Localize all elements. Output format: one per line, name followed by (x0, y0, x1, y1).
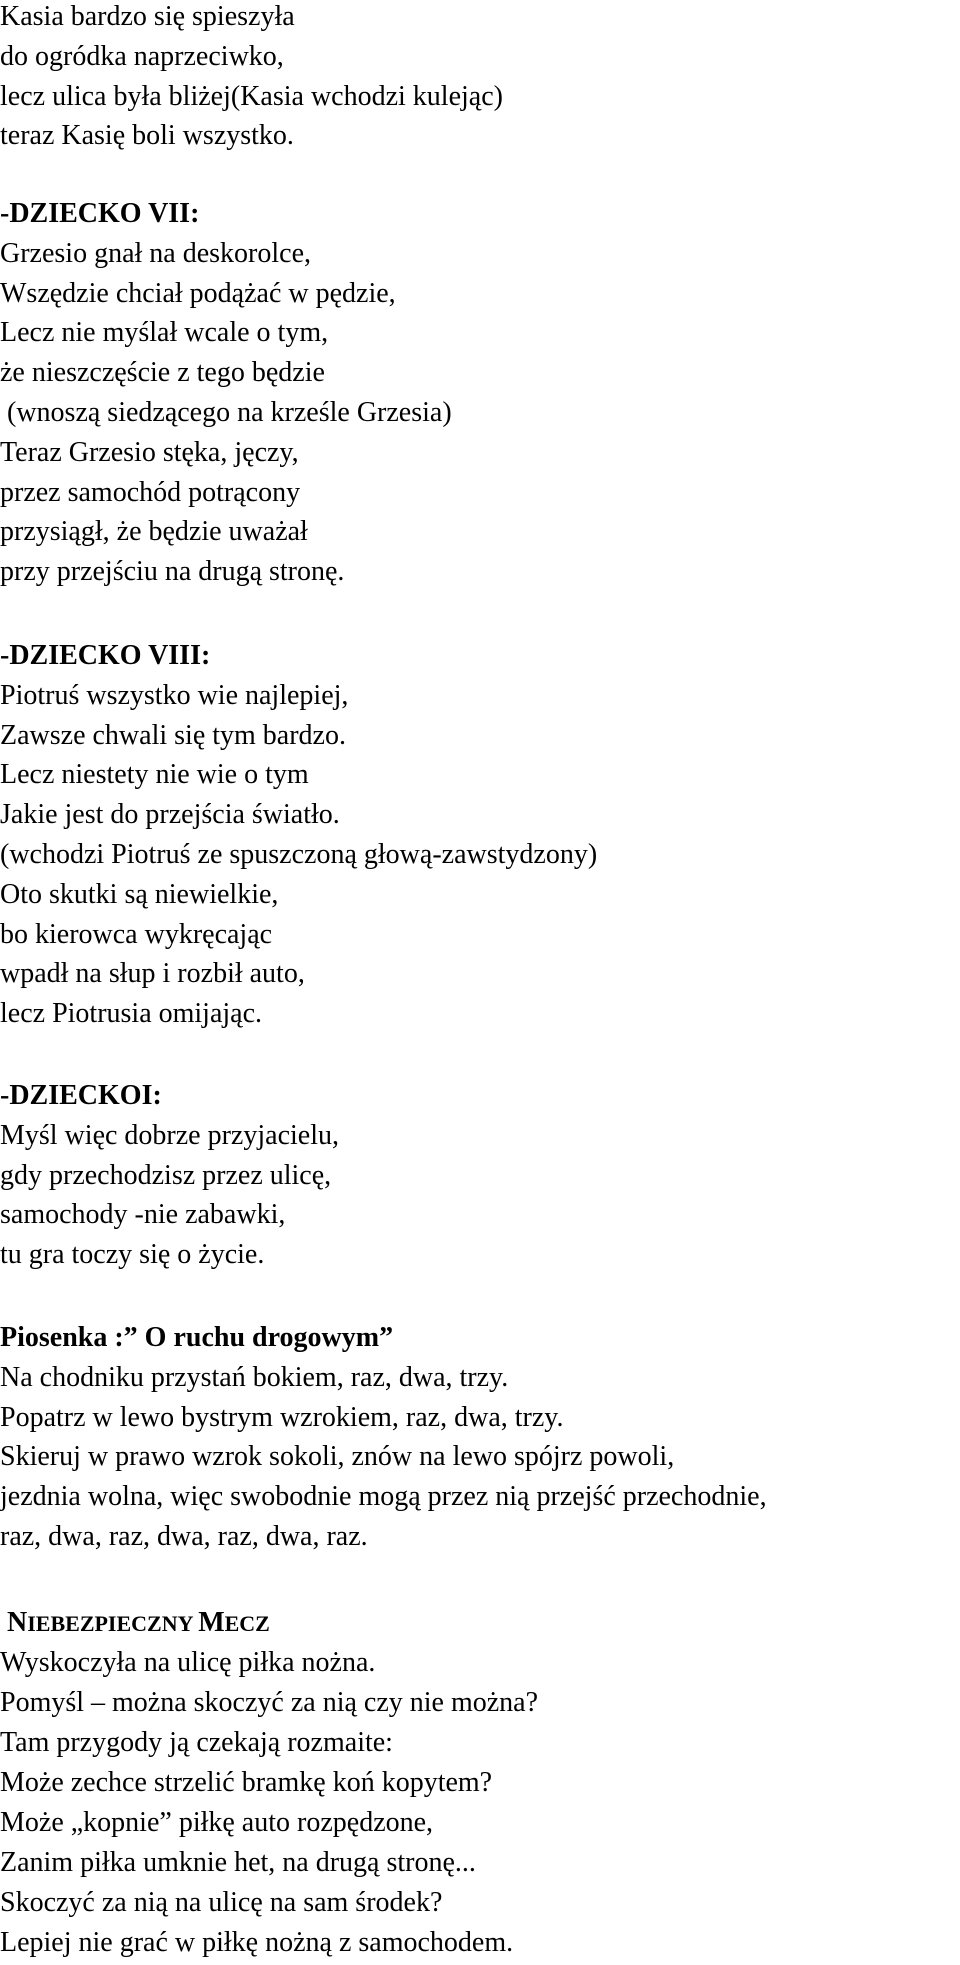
poem-line: bo kierowca wykręcając (0, 918, 273, 950)
section-heading: -DZIECKO VIII: (0, 640, 211, 671)
poem-line: Lecz nie myślał wcale o tym, (0, 317, 329, 349)
song-title: Piosenka :” O ruchu drogowym” (0, 1322, 394, 1353)
stage-direction: (wnoszą siedzącego na krześle Grzesia) (0, 396, 452, 428)
title-initial: N (7, 1607, 28, 1638)
poem-line: Lepiej nie grać w piłkę nożną z samochodem. (0, 1927, 514, 1958)
section-dangerous-match (0, 1603, 960, 1963)
poem-line: lecz ulica była bliżej(Kasia wchodzi kulejąc) (0, 80, 503, 112)
poem-line: Piotruś wszystko wie najlepiej, (0, 679, 349, 711)
section-child-7 (0, 194, 960, 592)
poem-line: Może zechce strzelić bramkę koń kopytem? (0, 1767, 493, 1798)
poem-line: teraz Kasię boli wszystko. (0, 120, 294, 152)
poem-line: gdy przechodzisz przez ulicę, (0, 1159, 332, 1191)
poem-line: Zanim piłka umknie het, na drugą stronę... (0, 1847, 476, 1878)
section-song (0, 1318, 960, 1557)
poem-line: Kasia bardzo się spieszyła (0, 1, 295, 32)
poem-title (0, 1603, 960, 1643)
poem-line: Myśl więc dobrze przyjacielu, (0, 1119, 339, 1151)
section-child-8 (0, 636, 960, 1034)
section-child-1 (0, 1076, 960, 1275)
poem-line: tu gra toczy się o życie. (0, 1239, 265, 1271)
poem-line: Wszędzie chciał podążać w pędzie, (0, 277, 396, 309)
poem-line: Może „kopnie” piłkę auto rozpędzone, (0, 1807, 434, 1838)
poem-line: Grzesio gnał na deskorolce, (0, 237, 311, 269)
poem-line: Lecz niestety nie wie o tym (0, 759, 309, 791)
poem-line: Teraz Grzesio stęka, jęczy, (0, 436, 299, 468)
poem-line: Zawsze chwali się tym bardzo. (0, 719, 346, 751)
song-line: Popatrz w lewo bystrym wzrokiem, raz, dwa, trzy. (0, 1401, 564, 1433)
poem-line: Jakie jest do przejścia światło. (0, 799, 340, 831)
stage-direction: (wchodzi Piotruś ze spuszczoną głową-zawstydzony) (0, 838, 598, 870)
title-rest: IEBEZPIECZNY (27, 1611, 199, 1636)
section-heading: -DZIECKO VII: (0, 198, 200, 229)
poem-line: Tam przygody ją czekają rozmaite: (0, 1727, 393, 1758)
song-line: jezdnia wolna, więc swobodnie mogą przez nią przejść przechodnie, (0, 1481, 767, 1513)
poem-line: wpadł na słup i rozbił auto, (0, 958, 305, 990)
poem-line: przysiągł, że będzie uważał (0, 516, 308, 548)
poem-line: Pomyśl – można skoczyć za nią czy nie można? (0, 1687, 539, 1718)
poem-line: do ogródka naprzeciwko, (0, 40, 284, 72)
poem-line: przez samochód potrącony (0, 476, 301, 508)
poem-line: samochody -nie zabawki, (0, 1199, 286, 1231)
stanza-kasia (0, 0, 960, 156)
poem-line: że nieszczęście z tego będzie (0, 357, 325, 389)
title-initial: M (198, 1607, 225, 1638)
section-heading: -DZIECKOI: (0, 1080, 162, 1111)
poem-line: przy przejściu na drugą stronę. (0, 556, 345, 588)
song-line: Na chodniku przystań bokiem, raz, dwa, trzy. (0, 1361, 509, 1393)
poem-line: Skoczyć za nią na ulicę na sam środek? (0, 1887, 443, 1918)
title-rest: ECZ (224, 1611, 270, 1636)
song-line: raz, dwa, raz, dwa, raz, dwa, raz. (0, 1520, 368, 1552)
song-line: Skieruj w prawo wzrok sokoli, znów na lewo spójrz powoli, (0, 1441, 675, 1473)
poem-line: Wyskoczyła na ulicę piłka nożna. (0, 1647, 376, 1678)
poem-line: lecz Piotrusia omijając. (0, 998, 263, 1030)
poem-line: Oto skutki są niewielkie, (0, 878, 279, 910)
